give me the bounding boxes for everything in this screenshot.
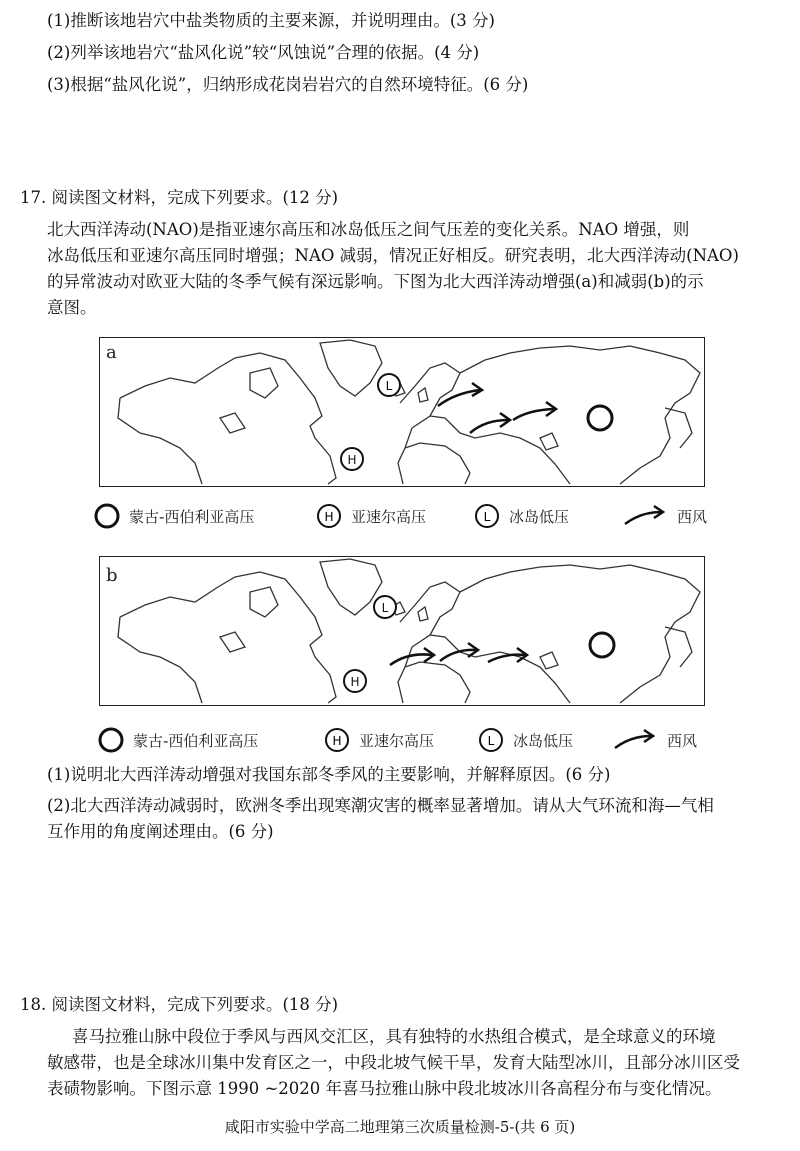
svg-text:H: H — [350, 675, 360, 689]
q16-sub1: (1)推断该地岩穴中盐类物质的主要来源，并说明理由。(3 分) — [47, 11, 495, 30]
legend-b — [97, 724, 717, 756]
legend-item-mongolia: 蒙古-西伯利亚高压 — [93, 500, 254, 532]
mongolia-high-legend-icon — [97, 726, 125, 754]
azores-high-symbol — [341, 448, 363, 470]
map-a-label: a — [106, 342, 117, 363]
q16-sub2: (2)列举该地岩穴“盐风化说”较“风蚀说”合理的依据。(4 分) — [47, 43, 480, 62]
q17-heading: 17. 阅读图文材料，完成下列要求。(12 分) — [20, 188, 339, 207]
q18-paragraph-line: 喜马拉雅山脉中段位于季风与西风交汇区，具有独特的水热组合模式，是全球意义的环境 — [72, 1027, 716, 1046]
iceland-low-symbol — [378, 374, 400, 396]
map-a-graphic — [100, 338, 703, 485]
q17-paragraph-line: 意图。 — [47, 298, 97, 317]
legend-item-azores: H 亚速尔高压 — [315, 500, 426, 532]
iceland-low-legend-icon — [477, 726, 505, 754]
q17-sub2-cont: 互作用的角度阐述理由。(6 分) — [47, 822, 274, 841]
azores-high-legend-icon — [323, 726, 351, 754]
mongolia-siberia-high-symbol — [588, 406, 612, 430]
q17-paragraph-line: 北大西洋涛动(NAO)是指亚速尔高压和冰岛低压之间气压差的变化关系。NAO 增强，则 — [47, 220, 690, 239]
svg-text:H: H — [347, 453, 357, 467]
azores-high-symbol — [344, 670, 366, 692]
map-a-nao-strong — [99, 337, 705, 487]
q18-paragraph-line: 表碛物影响。下图示意 1990 ~2020 年喜马拉雅山脉中段北坡冰川各高程分布与变化情况。 — [47, 1079, 722, 1098]
svg-text:H: H — [324, 510, 334, 524]
continent-outlines — [118, 340, 700, 484]
q16-sub3: (3)根据“盐风化说”，归纳形成花岗岩岩穴的自然环境特征。(6 分) — [47, 75, 529, 94]
mongolia-high-legend-icon — [93, 502, 121, 530]
svg-text:L: L — [381, 601, 389, 615]
iceland-low-legend-icon — [473, 502, 501, 530]
svg-text:H: H — [332, 734, 342, 748]
svg-text:L: L — [385, 379, 393, 393]
legend-item-westerly: 西风 — [621, 500, 707, 532]
legend-a — [93, 500, 713, 532]
westerly-legend-icon — [611, 726, 659, 754]
page-footer: 咸阳市实验中学高二地理第三次质量检测-5-(共 6 页) — [224, 1118, 576, 1136]
westerly-arrows — [438, 383, 556, 433]
continent-outlines — [118, 559, 700, 703]
map-b-nao-weak — [99, 556, 705, 706]
q17-sub2: (2)北大西洋涛动减弱时，欧洲冬季出现寒潮灾害的概率显著增加。请从大气环流和海—气相 — [47, 796, 714, 815]
q17-paragraph-line: 冰岛低压和亚速尔高压同时增强；NAO 减弱，情况正好相反。研究表明，北大西洋涛动(NAO) — [47, 246, 739, 265]
q18-heading: 18. 阅读图文材料，完成下列要求。(18 分) — [20, 995, 339, 1014]
q18-paragraph-line: 敏感带，也是全球冰川集中发育区之一，中段北坡气候干旱，发育大陆型冰川，且部分冰川区受 — [47, 1053, 740, 1072]
map-b-label: b — [106, 565, 118, 586]
westerly-arrow — [438, 390, 480, 406]
svg-text:L: L — [483, 510, 491, 524]
map-b-graphic — [100, 557, 703, 704]
legend-item-westerly: 西风 — [611, 724, 697, 756]
legend-item-iceland: L 冰岛低压 — [473, 500, 569, 532]
q17-sub1: (1)说明北大西洋涛动增强对我国东部冬季风的主要影响，并解释原因。(6 分) — [47, 765, 611, 784]
svg-text:L: L — [487, 734, 495, 748]
azores-high-legend-icon — [315, 502, 343, 530]
westerly-legend-icon — [621, 502, 669, 530]
legend-item-azores: H 亚速尔高压 — [323, 724, 434, 756]
legend-item-mongolia: 蒙古-西伯利亚高压 — [97, 724, 258, 756]
legend-item-iceland: L 冰岛低压 — [477, 724, 573, 756]
iceland-low-symbol — [374, 596, 396, 618]
q17-paragraph-line: 的异常波动对欧亚大陆的冬季气候有深远影响。下图为北大西洋涛动增强(a)和减弱(b)的示 — [47, 272, 704, 291]
mongolia-siberia-high-symbol — [590, 633, 614, 657]
